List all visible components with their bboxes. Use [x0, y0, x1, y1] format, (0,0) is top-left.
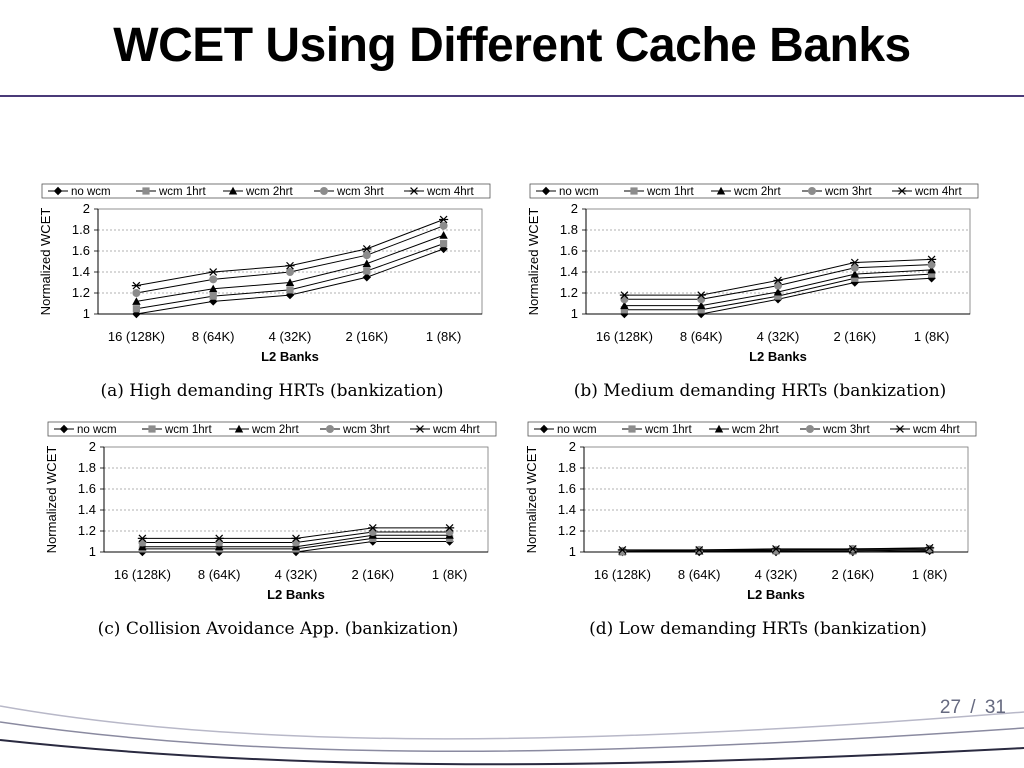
legend-label: wcm 3hrt	[825, 186, 872, 198]
chart-d-caption: (d) Low demanding HRTs (bankization)	[589, 619, 927, 639]
x-tick-label: 2 (16K)	[351, 567, 395, 582]
x-tick-label: 16 (128K)	[107, 329, 165, 344]
y-tick-label: 1	[88, 544, 96, 559]
y-tick-label: 1.2	[559, 285, 578, 300]
y-tick-label: 1.4	[559, 264, 578, 279]
x-tick-label: 2 (16K)	[833, 329, 877, 344]
x-axis-label: L2 Banks	[749, 349, 807, 364]
x-axis-label: L2 Banks	[267, 587, 325, 602]
x-tick-label: 4 (32K)	[274, 567, 318, 582]
y-axis-label: Normalized WCET	[526, 207, 541, 316]
legend-label: wcm 4hrt	[427, 186, 474, 198]
legend-label: wcm 2hrt	[734, 186, 781, 198]
x-tick-label: 8 (64K)	[197, 567, 241, 582]
y-tick-label: 1.2	[71, 285, 90, 300]
y-tick-label: 1.2	[557, 523, 576, 538]
page-number	[940, 697, 1006, 719]
legend-label: wcm 2hrt	[252, 424, 299, 436]
y-tick-label: 2	[82, 201, 90, 216]
y-tick-label: 1.4	[557, 502, 576, 517]
x-tick-label: 4 (32K)	[268, 329, 312, 344]
y-tick-label: 2	[568, 439, 576, 454]
legend-label: wcm 3hrt	[823, 424, 870, 436]
legend-label: wcm 2hrt	[246, 186, 293, 198]
x-tick-label: 1 (8K)	[431, 567, 468, 582]
x-axis-label: L2 Banks	[261, 349, 319, 364]
legend-label: wcm 3hrt	[337, 186, 384, 198]
x-tick-label: 16 (128K)	[595, 329, 653, 344]
legend-label: wcm 1hrt	[645, 424, 692, 436]
x-tick-label: 8 (64K)	[677, 567, 721, 582]
x-tick-label: 8 (64K)	[191, 329, 235, 344]
y-tick-label: 1.8	[71, 222, 90, 237]
legend-label: wcm 2hrt	[732, 424, 779, 436]
legend-label: wcm 1hrt	[159, 186, 206, 198]
page-total: 31	[984, 697, 1006, 718]
y-tick-label: 1.6	[559, 243, 578, 258]
x-tick-label: 1 (8K)	[913, 329, 950, 344]
y-tick-label: 1.4	[71, 264, 90, 279]
x-tick-label: 4 (32K)	[754, 567, 798, 582]
y-tick-label: 1.6	[71, 243, 90, 258]
y-axis-label: Normalized WCET	[524, 445, 539, 554]
legend-label: wcm 4hrt	[433, 424, 480, 436]
y-tick-label: 1.2	[77, 523, 96, 538]
y-axis-label: Normalized WCET	[44, 445, 59, 554]
y-tick-label: 2	[570, 201, 578, 216]
slide-title: WCET Using Different Cache Banks	[113, 19, 911, 72]
chart-a-caption: (a) High demanding HRTs (bankization)	[100, 381, 444, 401]
y-tick-label: 1.6	[77, 481, 96, 496]
chart-c-caption: (c) Collision Avoidance App. (bankization)	[97, 619, 459, 639]
page-separator: /	[970, 697, 976, 718]
y-tick-label: 1.8	[77, 460, 96, 475]
x-tick-label: 2 (16K)	[831, 567, 875, 582]
legend-label: no wcm	[71, 186, 111, 198]
x-tick-label: 8 (64K)	[679, 329, 723, 344]
y-tick-label: 1	[570, 306, 578, 321]
x-tick-label: 4 (32K)	[756, 329, 800, 344]
legend-label: no wcm	[77, 424, 117, 436]
x-tick-label: 1 (8K)	[911, 567, 948, 582]
legend-label: no wcm	[557, 424, 597, 436]
chart-b-caption: (b) Medium demanding HRTs (bankization)	[573, 381, 947, 401]
legend-label: wcm 1hrt	[647, 186, 694, 198]
x-tick-label: 16 (128K)	[593, 567, 651, 582]
y-tick-label: 1.6	[557, 481, 576, 496]
x-tick-label: 2 (16K)	[345, 329, 389, 344]
x-axis-label: L2 Banks	[747, 587, 805, 602]
legend-label: no wcm	[559, 186, 599, 198]
x-tick-label: 16 (128K)	[113, 567, 171, 582]
y-tick-label: 1	[82, 306, 90, 321]
y-tick-label: 1.8	[559, 222, 578, 237]
legend-label: wcm 1hrt	[165, 424, 212, 436]
y-tick-label: 1	[568, 544, 576, 559]
page-current: 27	[939, 697, 962, 718]
legend-label: wcm 3hrt	[343, 424, 390, 436]
legend-label: wcm 4hrt	[915, 186, 962, 198]
y-tick-label: 2	[88, 439, 96, 454]
legend-label: wcm 4hrt	[913, 424, 960, 436]
y-axis-label: Normalized WCET	[38, 207, 53, 316]
y-tick-label: 1.4	[77, 502, 96, 517]
y-tick-label: 1.8	[557, 460, 576, 475]
x-tick-label: 1 (8K)	[425, 329, 462, 344]
